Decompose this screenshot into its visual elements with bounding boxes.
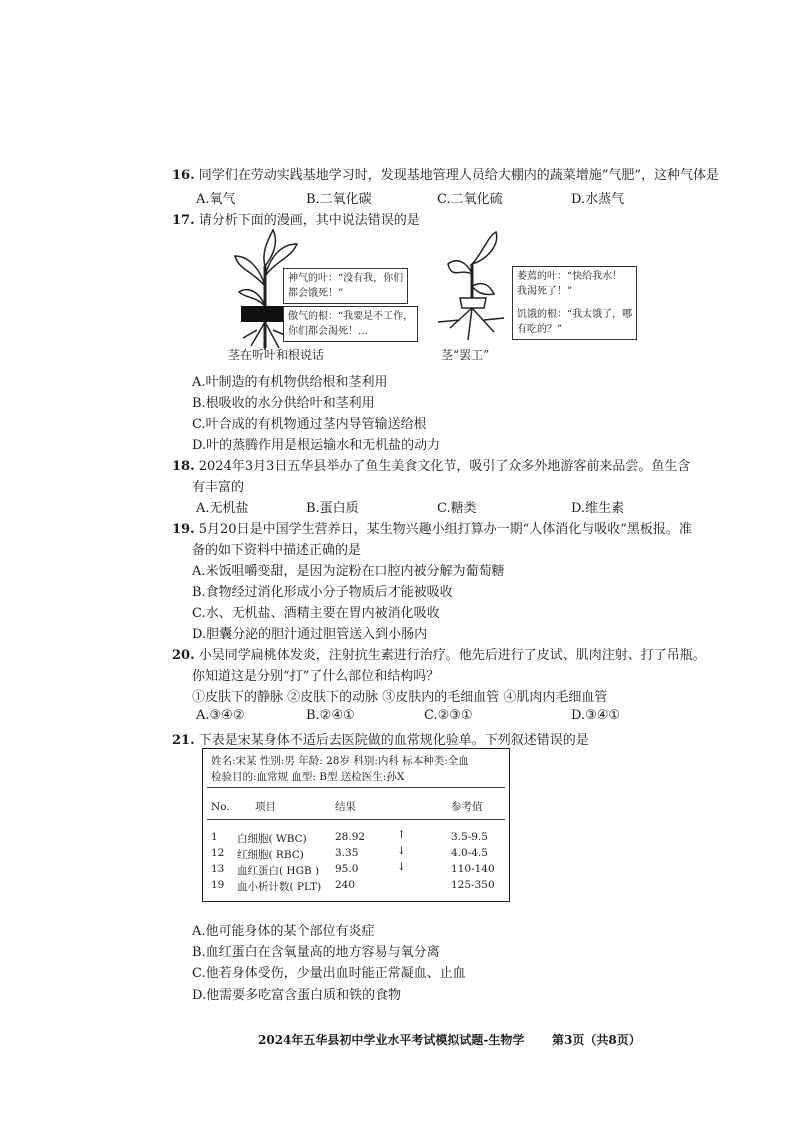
report-header-result: 结果 [335, 801, 356, 813]
report-row-3-result: 95.0 [335, 863, 359, 875]
cartoon-right-caption: 茎“罢工” [441, 348, 490, 362]
cartoon-right-bubble-line-4: 有吃的？” [517, 324, 563, 335]
q17-option-a: A.叶制造的有机物供给根和茎利用 [192, 375, 388, 390]
q20-option-c: C.②③① [424, 708, 473, 723]
q18-stem [172, 455, 690, 474]
report-row-1-result: 28.92 [335, 831, 366, 843]
report-info-line-2: 检验目的:血常规 血型: B型 送检医生:孙X [211, 771, 405, 783]
footer-page-number: 第3页（共8页） [552, 1033, 641, 1047]
cartoon-left-bubble-top [283, 268, 408, 304]
q19-option-c: C.水、无机盐、酒精主要在胃内被消化吸收 [192, 606, 440, 621]
q20-option-d: D.③④① [571, 708, 621, 723]
q16-stem [172, 164, 719, 183]
q18-text-line-1: 2024年3月3日五华县举办了鱼生美食文化节，吸引了众多外地游客前来品尝。鱼生含 [198, 459, 691, 474]
q16-option-b: B.二氧化碳 [306, 192, 372, 207]
q18-option-a: A.无机盐 [196, 501, 249, 516]
report-row-1-no: 1 [211, 831, 218, 843]
report-header-no: No. [211, 801, 230, 813]
report-row-3-ref: 110-140 [451, 863, 495, 875]
q17-text: 请分析下面的漫画，其中说法错误的是 [198, 213, 420, 228]
cartoon-right-plant-image [430, 224, 508, 344]
blood-test-report [202, 748, 510, 902]
q16-option-c: C.二氧化硫 [437, 192, 503, 207]
q16-option-a: A.氧气 [196, 192, 236, 207]
q18-number: 18. [172, 459, 195, 474]
report-divider-header [207, 819, 505, 820]
q21-number: 21. [172, 733, 195, 748]
q20-number: 20. [172, 648, 195, 663]
report-row-2-no: 12 [211, 847, 225, 859]
q19-text-line-1: 5月20日是中国学生营养日，某生物兴趣小组打算办一期“人体消化与吸收”黑板报。准 [198, 522, 692, 537]
report-row-4-result: 240 [335, 879, 356, 891]
report-divider-top [207, 787, 505, 788]
q20-text-line-2: 你知道这是分别“打”了什么部位和结构吗？ [192, 669, 440, 684]
report-row-2-result: 3.35 [335, 847, 359, 859]
cartoon-left-bubble-line-1: 神气的叶：“没有我，你们 [288, 273, 404, 284]
q19-number: 19. [172, 522, 195, 537]
report-row-3-flag: ↓ [397, 861, 406, 873]
q17-option-b: B.根吸收的水分供给叶和茎利用 [192, 396, 375, 411]
cartoon-left-bubble-line-2: 都会饿死！” [288, 288, 344, 299]
q17-number: 17. [172, 213, 195, 228]
report-row-4-no: 19 [211, 879, 225, 891]
q21-option-d: D.他需要多吃富含蛋白质和铁的食物 [192, 988, 402, 1003]
q19-option-b: B.食物经过消化形成小分子物质后才能被吸收 [192, 585, 453, 600]
q18-option-b: B.蛋白质 [306, 501, 359, 516]
q21-option-b: B.血红蛋白在含氧量高的地方容易与氧分离 [192, 945, 440, 960]
q17-option-d: D.叶的蒸腾作用是根运输水和无机盐的动力 [192, 438, 441, 453]
report-header-item: 项目 [255, 801, 276, 813]
cartoon-left-bubble-line-3: 傲气的根：“我要是不工作， [288, 311, 414, 322]
report-info-line-1: 姓名:宋某 性别:男 年龄: 28岁 科别:内科 标本种类:全血 [211, 755, 469, 767]
cartoon-left-bubble-bottom [283, 306, 418, 342]
q16-number: 16. [172, 168, 195, 183]
q19-option-a: A.米饭咀嚼变甜，是因为淀粉在口腔内被分解为葡萄糖 [192, 564, 505, 579]
q21-text: 下表是宋某身体不适后去医院做的血常规化验单。下列叙述错误的是 [198, 733, 589, 748]
q21-stem [172, 729, 589, 748]
cartoon-left-caption: 茎在听叶和根说话 [228, 348, 325, 362]
q20-option-b: B.②④① [306, 708, 355, 723]
q19-option-d: D.胆囊分泌的胆汁通过胆管送入到小肠内 [192, 627, 428, 642]
q18-option-d: D.维生素 [571, 501, 625, 516]
q17-option-c: C.叶合成的有机物通过茎内导管输送给根 [192, 417, 427, 432]
cartoon-right-bubble [512, 266, 637, 340]
cartoon-right-bubble-line-3: 饥饿的根：“我太饿了，哪 [517, 309, 633, 320]
report-row-4-ref: 125-350 [451, 879, 495, 891]
report-row-2-ref: 4.0-4.5 [451, 847, 488, 859]
q21-option-c: C.他若身体受伤，少量出血时能正常凝血、止血 [192, 966, 466, 981]
report-row-2-flag: ↓ [397, 845, 406, 857]
q19-stem [172, 518, 692, 537]
q19-text-line-2: 备的如下资料中描述正确的是 [192, 543, 362, 558]
report-row-3-item: 血红蛋白( HGB ) [237, 865, 320, 877]
q20-stem [172, 644, 706, 663]
cartoon-right-bubble-line-2: 我渴死了！” [517, 286, 573, 297]
q20-text-line-1: 小吴同学扁桃体发炎，注射抗生素进行治疗。他先后进行了皮试、肌肉注射、打了吊瓶。 [198, 648, 706, 663]
cartoon-left-bubble-line-4: 你们都会渴死！… [288, 326, 368, 337]
report-row-1-ref: 3.5-9.5 [451, 831, 488, 843]
report-row-1-flag: ↑ [397, 829, 406, 841]
cartoon-right-bubble-line-1: 萎蔫的叶：“快给我水！ [517, 271, 623, 282]
q18-text-line-2: 有丰富的 [192, 480, 245, 495]
q20-items: ①皮肤下的静脉 ②皮肤下的动脉 ③皮肤内的毛细血管 ④肌肉内毛细血管 [192, 690, 608, 705]
report-row-2-item: 红细胞( RBC) [237, 849, 304, 861]
report-row-3-no: 13 [211, 863, 225, 875]
q18-option-c: C.糖类 [437, 501, 477, 516]
q21-option-a: A.他可能身体的某个部位有炎症 [192, 924, 375, 939]
footer-title: 2024年五华县初中学业水平考试模拟试题-生物学 [258, 1033, 525, 1047]
report-row-4-item: 血小析计数( PLT) [237, 881, 322, 893]
q20-option-a: A.③④② [196, 708, 245, 723]
q16-text: 同学们在劳动实践基地学习时，发现基地管理人员给大棚内的蔬菜增施“气肥”，这种气体是 [198, 168, 720, 183]
q16-option-d: D.水蒸气 [571, 192, 625, 207]
report-header-ref: 参考值 [451, 801, 483, 813]
report-row-1-item: 白细胞( WBC) [237, 833, 307, 845]
